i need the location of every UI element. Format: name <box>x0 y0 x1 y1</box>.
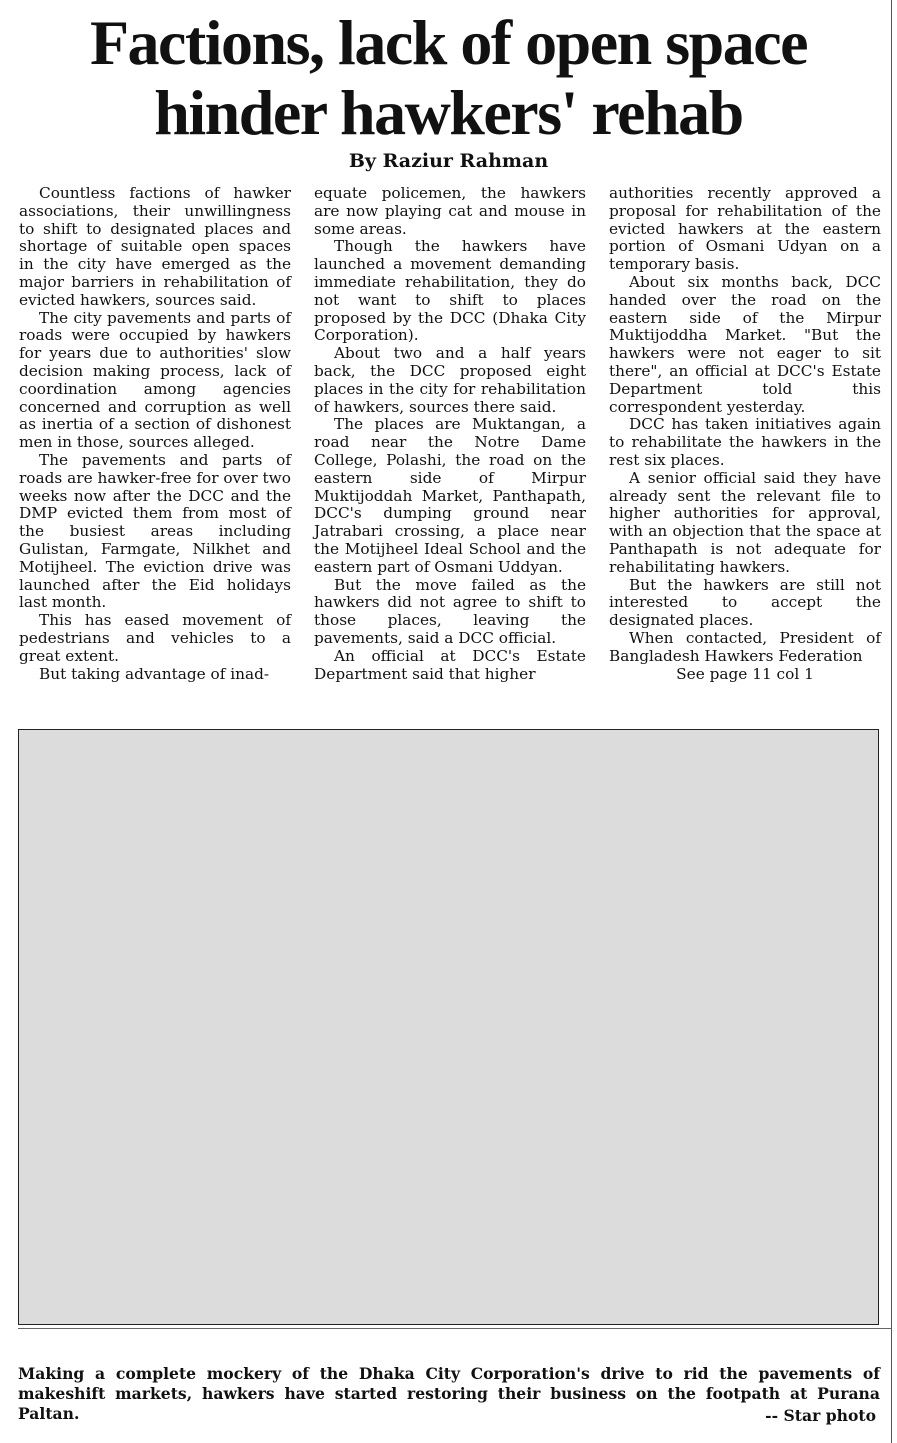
photo-credit: -- Star photo <box>765 1406 876 1425</box>
page-right-rule <box>891 0 892 1443</box>
headline-line-1: Factions, lack of open space <box>89 7 808 78</box>
paragraph: The city pavements and parts of roads were occupied by hawkers for years due to authorities' slow decision making process, lack of coordination among agencies concerned and corruption as well as inertia of a section of dishonest men in those, sources alleged. <box>19 308 291 452</box>
headline-line-2: hinder hawkers' rehab <box>154 77 743 148</box>
continuation-note: See page 11 col 1 <box>676 664 814 683</box>
paragraph: equate policemen, the hawkers are now playing cat and mouse in some areas. <box>314 184 586 238</box>
paragraph: DCC has taken initiatives again to rehabilitate the hawkers in the rest six places. <box>609 415 881 469</box>
paragraph: authorities recently approved a proposal for rehabilitation of the evicted hawkers at the eastern portion of Osmani Udyan on a temporary basis. <box>609 184 881 274</box>
paragraph: About two and a half years back, the DCC proposed eight places in the city for rehabilitation of hawkers, sources there said. <box>314 344 586 416</box>
article-column-2 <box>314 185 586 683</box>
photo-caption: Making a complete mockery of the Dhaka City Corporation's drive to rid the pavements of makeshift markets, hawkers have started restoring their business on the footpath at Purana Paltan. <box>18 1364 880 1423</box>
news-photo <box>18 729 879 1325</box>
paragraph: The places are Muktangan, a road near the Notre Dame College, Polashi, the road on the eastern side of Mirpur Muktijoddah Market, Panthapath, DCC's dumping ground near Jatrabari crossing, a place near the Motijheel Ideal School and the eastern part of Osmani Uddyan. <box>314 415 586 576</box>
paragraph: But taking advantage of inad- <box>39 664 270 683</box>
paragraph: But the hawkers are still not interested to accept the designated places. <box>609 575 881 630</box>
paragraph: But the move failed as the hawkers did not agree to shift to those places, leaving the pavements, said a DCC official. <box>314 575 586 647</box>
paragraph: About six months back, DCC handed over the road on the eastern side of the Mirpur Muktijoddha Market. "But the hawkers were not eager to sit there", an official at DCC's Estate Department told this correspondent yesterday. <box>609 272 881 416</box>
paragraph: This has eased movement of pedestrians and vehicles to a great extent. <box>19 611 291 665</box>
byline: By Raziur Rahman <box>348 150 549 172</box>
paragraph: Countless factions of hawker associations, their unwillingness to shift to designated places and shortage of suitable open spaces in the city have emerged as the major barriers in rehabilitation of evicted hawkers, sources said. <box>19 184 291 309</box>
paragraph: A senior official said they have already sent the relevant file to higher authorities for approval, with an objection that the space at Panthapath is not adequate for rehabilitating hawkers. <box>609 468 881 576</box>
paragraph: An official at DCC's Estate Department said that higher <box>314 646 586 683</box>
article-column-1 <box>19 185 291 683</box>
paragraph: Though the hawkers have launched a movement demanding immediate rehabilitation, they do not want to shift to places proposed by the DCC (Dhaka City Corporation). <box>314 237 586 345</box>
paragraph: The pavements and parts of roads are hawker-free for over two weeks now after the DCC and the DMP evicted them from most of the busiest areas including Gulistan, Farmgate, Nilkhet and Motijheel. The eviction drive was launched after the Eid holidays last month. <box>19 450 291 612</box>
headline <box>0 8 897 148</box>
paragraph: When contacted, President of Bangladesh Hawkers Federation <box>609 628 881 665</box>
article-column-3 <box>609 185 881 683</box>
caption-rule <box>18 1328 891 1329</box>
